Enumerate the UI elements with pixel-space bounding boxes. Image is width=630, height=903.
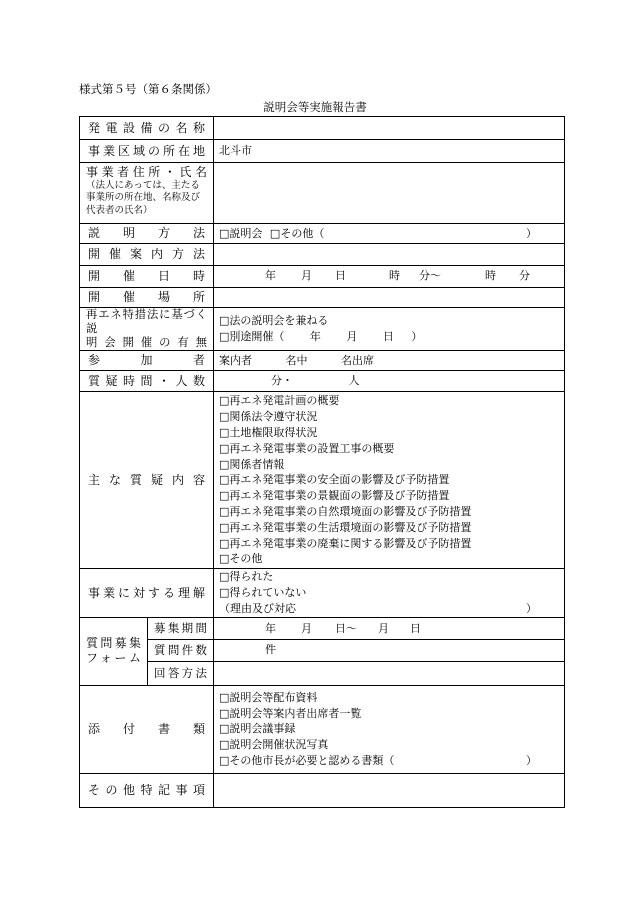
- remarks-label: その他特記事項: [80, 773, 214, 807]
- method-option-other[interactable]: □その他（: [269, 226, 325, 240]
- question-form-label-cell: [80, 617, 148, 685]
- row-facility-name: [80, 117, 565, 140]
- question-item[interactable]: □再エネ発電事業の自然環境面の影響及び予防措置: [219, 505, 472, 519]
- question-item[interactable]: □再エネ発電事業の生活環境面の影響及び予防措置: [219, 520, 472, 534]
- datetime-year: 年: [265, 269, 277, 282]
- operator-note: （法人にあっては、主たる事業所の所在地、名称及び代表者の氏名）: [86, 180, 201, 216]
- period-day2: 日: [410, 621, 422, 635]
- notice-method-label: 開催案内方法: [80, 244, 214, 266]
- facility-name-label: 発電設備の名称: [80, 117, 214, 140]
- method-close-paren: ）: [526, 226, 538, 240]
- row-method: [80, 224, 565, 244]
- main-questions-field[interactable]: [214, 392, 565, 569]
- answer-method-label: 回答方法: [148, 661, 214, 685]
- question-item[interactable]: □土地権限取得状況: [219, 426, 318, 440]
- understanding-option-obtained[interactable]: □得られた: [219, 570, 274, 584]
- row-datetime: [80, 266, 565, 288]
- row-qa-time: [80, 371, 565, 392]
- form-number: 様式第５号（第６条関係）: [79, 82, 217, 96]
- main-questions-label: 主な質疑内容: [80, 392, 214, 569]
- row-notice-method: [80, 244, 565, 266]
- row-answer-method: [80, 661, 565, 685]
- location-field[interactable]: 北斗市: [214, 140, 565, 163]
- understanding-option-not-obtained[interactable]: □得られていない: [219, 586, 307, 600]
- operator-field[interactable]: [214, 163, 565, 224]
- attachments-field[interactable]: [214, 685, 565, 773]
- row-main-questions: [80, 392, 565, 569]
- datetime-hour2: 時: [485, 269, 497, 282]
- method-option-meeting[interactable]: □説明会: [219, 226, 263, 240]
- attachment-item-other[interactable]: □その他市長が必要と認める書類（: [219, 753, 395, 767]
- datetime-minute-to: 分～: [419, 269, 442, 282]
- attendees-invited: 案内者: [219, 353, 253, 367]
- fit-law-option-combined[interactable]: □法の説明会を兼ねる: [219, 314, 329, 328]
- row-venue: [80, 288, 565, 308]
- row-operator: [80, 163, 565, 224]
- row-attendees: [80, 351, 565, 371]
- attachment-item[interactable]: □説明会等配布資料: [219, 690, 318, 704]
- row-question-period: [80, 617, 565, 639]
- attachments-label: 添付書類: [80, 685, 214, 773]
- method-field[interactable]: [214, 224, 565, 244]
- fit-law-field[interactable]: [214, 308, 565, 351]
- understanding-field[interactable]: [214, 569, 565, 617]
- qa-time-minutes: 分・: [271, 374, 294, 388]
- period-month2: 月: [378, 621, 390, 635]
- question-item[interactable]: □その他: [219, 552, 263, 566]
- qa-time-people: 人: [348, 374, 360, 388]
- question-form-label-line2: フォーム: [86, 651, 141, 666]
- question-count-label: 質問件数: [148, 639, 214, 661]
- row-understanding: [80, 569, 565, 617]
- qa-time-label: 質疑時間・人数: [80, 371, 214, 392]
- attendees-unit2: 名出席: [341, 353, 375, 367]
- row-question-count: [80, 639, 565, 661]
- fit-law-option-separate[interactable]: □別途開催（: [219, 330, 285, 344]
- understanding-reason: （理由及び対応: [219, 601, 297, 615]
- fit-law-label-cell: [80, 308, 214, 351]
- question-item[interactable]: □関係者情報: [219, 457, 285, 471]
- question-count-unit: 件: [265, 643, 277, 657]
- answer-method-field[interactable]: [214, 661, 565, 685]
- operator-label-cell: [80, 163, 214, 224]
- fit-law-close-paren: ）: [411, 330, 423, 344]
- document-title: 説明会等実施報告書: [263, 100, 367, 114]
- venue-field[interactable]: [214, 288, 565, 308]
- question-item[interactable]: □再エネ発電事業の廃棄に関する影響及び予防措置: [219, 536, 472, 550]
- operator-label: 事業者住所・氏名: [86, 165, 208, 179]
- understanding-label: 事業に対する理解: [80, 569, 214, 617]
- method-label: 説明方法: [80, 224, 214, 244]
- attendees-label: 参加者: [80, 351, 214, 371]
- datetime-label: 開催日時: [80, 266, 214, 288]
- understanding-close-paren: ）: [526, 601, 538, 615]
- notice-method-field[interactable]: [214, 244, 565, 266]
- attachment-item[interactable]: □説明会開催状況写真: [219, 738, 329, 752]
- remarks-field[interactable]: [214, 773, 565, 807]
- question-item[interactable]: □再エネ発電事業の設置工事の概要: [219, 441, 395, 455]
- period-year: 年: [265, 621, 277, 635]
- report-table: [79, 116, 565, 808]
- fit-law-label-line1: 再エネ特措法に基づく説: [86, 308, 208, 336]
- venue-label: 開催場所: [80, 288, 214, 308]
- fit-law-label-line2: 明会開催の有無: [86, 336, 208, 350]
- question-period-label: 募集期間: [148, 617, 214, 639]
- datetime-field[interactable]: [214, 266, 565, 288]
- qa-time-field[interactable]: [214, 371, 565, 392]
- fit-law-month: 月: [346, 330, 358, 344]
- period-month: 月: [301, 621, 313, 635]
- row-remarks: [80, 773, 565, 807]
- datetime-day: 日: [335, 269, 347, 282]
- attendees-unit1: 名中: [285, 353, 308, 367]
- row-fit-law: [80, 308, 565, 351]
- datetime-month: 月: [301, 269, 313, 282]
- fit-law-year: 年: [309, 330, 321, 344]
- question-item[interactable]: □関係法令遵守状況: [219, 410, 318, 424]
- facility-name-field[interactable]: [214, 117, 565, 140]
- period-day-to: 日～: [335, 621, 358, 635]
- question-item[interactable]: □再エネ発電計画の概要: [219, 394, 340, 408]
- question-period-field[interactable]: [214, 617, 565, 639]
- row-attachments: [80, 685, 565, 773]
- attendees-field[interactable]: [214, 351, 565, 371]
- question-form-label-line1: 質問募集: [86, 636, 141, 651]
- fit-law-day: 日: [382, 330, 394, 344]
- attachment-item[interactable]: □説明会等案内者出席者一覧: [219, 706, 362, 720]
- datetime-hour: 時: [389, 269, 401, 282]
- attachment-close-paren: ）: [526, 753, 538, 767]
- attachment-item[interactable]: □説明会議事録: [219, 722, 296, 736]
- question-item[interactable]: □再エネ発電事業の安全面の影響及び予防措置: [219, 473, 450, 487]
- question-count-field[interactable]: [214, 639, 565, 661]
- location-label: 事業区域の所在地: [80, 140, 214, 163]
- question-item[interactable]: □再エネ発電事業の景観面の影響及び予防措置: [219, 489, 450, 503]
- row-location: [80, 140, 565, 163]
- datetime-minute2: 分: [519, 269, 531, 282]
